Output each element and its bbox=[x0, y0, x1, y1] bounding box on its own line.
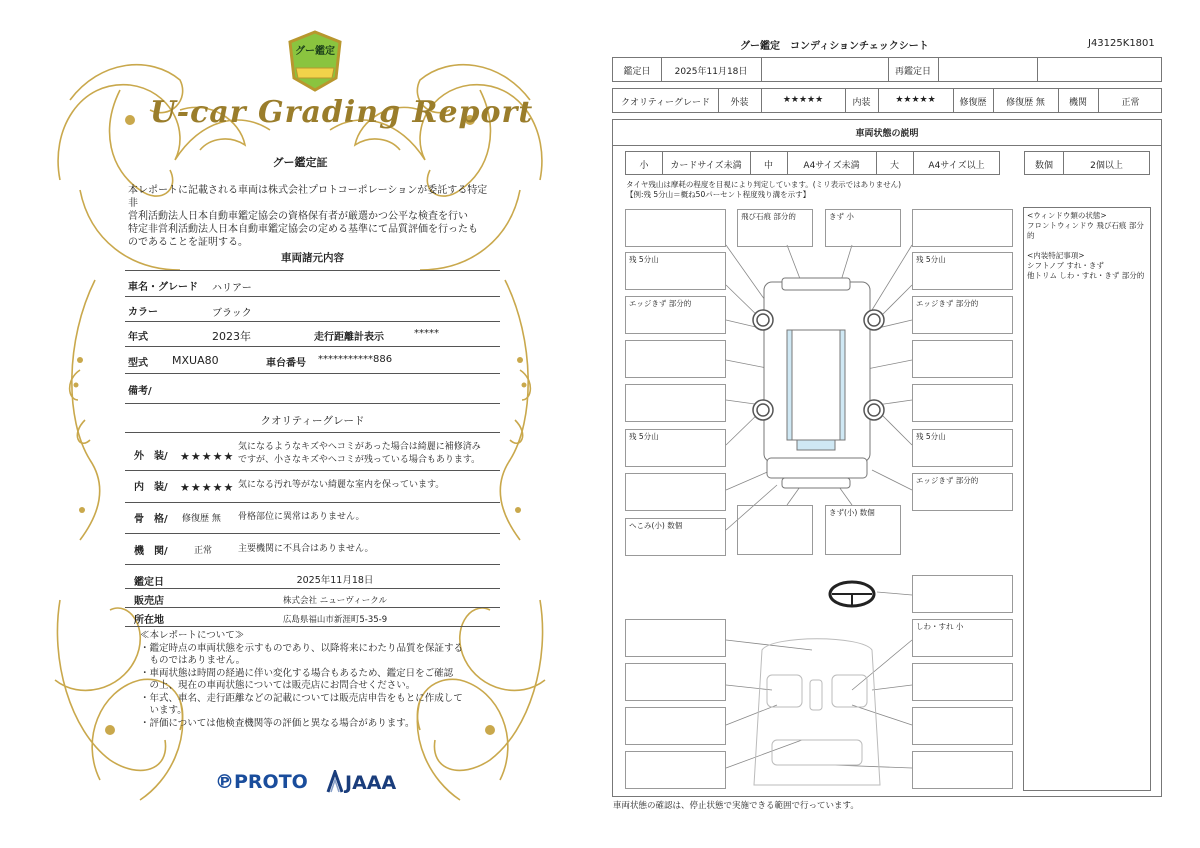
exterior-desc-line: ですが、小さなキズやヘコミが残っている場合もあります。 bbox=[238, 455, 481, 465]
divider bbox=[125, 502, 500, 503]
notes-line: ・鑑定時点の車両状態を示すものであり、以降将来にわたり品質を保証する bbox=[140, 642, 464, 654]
grading-date-value: 2025年11月18日 bbox=[296, 575, 374, 586]
proto-logo: ℗PROTO bbox=[215, 771, 308, 793]
divider bbox=[125, 564, 500, 565]
quality-grade-row bbox=[612, 88, 1162, 113]
damage-box bbox=[625, 340, 726, 378]
damage-box bbox=[912, 209, 1013, 247]
sheet-engine-label: 機関 bbox=[1068, 98, 1087, 108]
address-label: 所在地 bbox=[134, 615, 164, 626]
remarks-label: 備考/ bbox=[128, 386, 152, 397]
notes-line: ≪本レポートについて≫ bbox=[140, 630, 245, 641]
engine-label: 機 関/ bbox=[134, 546, 168, 557]
jaaa-emblem-icon bbox=[326, 770, 344, 794]
size-medium-desc: A4サイズ未満 bbox=[803, 161, 860, 171]
damage-box bbox=[912, 751, 1013, 789]
divider bbox=[125, 588, 500, 589]
notes-line: います。 bbox=[140, 705, 187, 716]
interior-label: 内 装/ bbox=[134, 482, 168, 493]
damage-box bbox=[912, 340, 1013, 378]
engine-value: 正常 bbox=[194, 546, 213, 556]
condition-heading: 車両状態の説明 bbox=[855, 129, 919, 139]
size-large-desc: A4サイズ以上 bbox=[928, 161, 985, 171]
mileage-label: 走行距離計表示 bbox=[314, 332, 384, 343]
notes-line: ・評価については他検査機関等の評価と異なる場合があります。 bbox=[140, 717, 415, 729]
divider bbox=[125, 470, 500, 471]
count-desc: 2個以上 bbox=[1090, 161, 1123, 171]
goo-kantei-badge-icon bbox=[286, 30, 344, 92]
damage-box: 残 5分山 bbox=[625, 252, 726, 290]
divider bbox=[613, 145, 1161, 146]
divider bbox=[125, 432, 500, 433]
certificate-text-line: 特定非営利活動法人日本自動車鑑定協会の定める基準にて品質評価を行ったも bbox=[128, 224, 478, 235]
damage-box: きず(小) 数個 bbox=[825, 505, 901, 555]
notes-line: の上、現在の車両状態については販売店にお問合せください。 bbox=[140, 680, 416, 691]
report-notes bbox=[140, 630, 490, 730]
notes-line: ものではありません。 bbox=[140, 655, 246, 666]
side-notes bbox=[1023, 207, 1151, 791]
damage-box bbox=[625, 384, 726, 422]
report-title: U-car Grading Report bbox=[150, 95, 534, 130]
divider bbox=[125, 270, 500, 271]
damage-box bbox=[625, 209, 726, 247]
damage-box: 残 5分山 bbox=[912, 252, 1013, 290]
divider bbox=[125, 626, 500, 627]
damage-box: エッジきず 部分的 bbox=[912, 296, 1013, 334]
damage-box bbox=[625, 707, 726, 745]
frame-desc: 骨格部位に異常はありません。 bbox=[238, 512, 365, 522]
divider bbox=[125, 321, 500, 322]
size-medium: 中 bbox=[763, 161, 773, 171]
certificate-title: グー鑑定証 bbox=[272, 156, 328, 169]
side-note-line bbox=[1027, 241, 1147, 251]
grading-date-label: 鑑定日 bbox=[134, 577, 164, 588]
jaaa-logo: JAAA bbox=[345, 772, 397, 794]
count-legend bbox=[1024, 151, 1150, 175]
color-label: カラー bbox=[128, 307, 158, 318]
certificate-text-line: のであることを証明する。 bbox=[128, 237, 248, 248]
count-label: 数個 bbox=[1034, 161, 1053, 171]
tire-note: タイヤ残山は摩耗の程度を目視により判定しています。(ミリ表示ではありません) bbox=[626, 180, 902, 189]
damage-box bbox=[625, 751, 726, 789]
sheet-id: J43125K1801 bbox=[1088, 38, 1155, 49]
side-note-line: フロントウィンドウ 飛び石痕 部分的 bbox=[1027, 221, 1144, 240]
damage-box: エッジきず 部分的 bbox=[625, 296, 726, 334]
address-value: 広島県福山市新涯町5-35-9 bbox=[282, 615, 388, 625]
sheet-exterior-stars: ★★★★★ bbox=[782, 95, 824, 105]
damage-box: エッジきず 部分的 bbox=[912, 473, 1013, 511]
sheet-quality-label: クオリティーグレード bbox=[620, 98, 711, 108]
sheet-exterior-label: 外装 bbox=[730, 98, 749, 108]
sheet-title: グー鑑定 コンディションチェックシート bbox=[740, 41, 929, 52]
certificate-text-line: 本レポートに記載される車両は株式会社プロトコーポレーションが委託する特定非 bbox=[128, 185, 488, 209]
side-note-line: シフトノブ すれ・きず bbox=[1027, 261, 1104, 270]
divider bbox=[125, 403, 500, 404]
quality-heading: クオリティーグレード bbox=[260, 415, 365, 427]
interior-stars: ★★★★★ bbox=[180, 481, 235, 494]
cell-divider bbox=[1037, 58, 1038, 81]
damage-box bbox=[625, 663, 726, 701]
size-small: 小 bbox=[639, 161, 649, 171]
frame-label: 骨 格/ bbox=[134, 514, 168, 525]
grading-date-row bbox=[612, 57, 1162, 82]
side-note-line: <内装特記事項> bbox=[1027, 251, 1085, 260]
sheet-interior-stars: ★★★★★ bbox=[895, 95, 936, 105]
model-year-label: 年式 bbox=[128, 332, 148, 343]
side-note-line: <ウィンドウ類の状態> bbox=[1027, 211, 1107, 220]
divider bbox=[125, 296, 500, 297]
divider bbox=[125, 533, 500, 534]
chassis-number-value: ***********886 bbox=[318, 354, 393, 365]
cell-divider bbox=[938, 58, 939, 81]
size-legend bbox=[625, 151, 1000, 175]
frame-value: 修復歴 無 bbox=[182, 514, 221, 524]
regrade-date-label: 再鑑定日 bbox=[894, 67, 931, 77]
mileage-value: ***** bbox=[414, 328, 439, 339]
divider bbox=[125, 373, 500, 374]
notes-line: ・年式、車名、走行距離などの記載については販売店申告をもとに作成して bbox=[140, 692, 463, 704]
engine-desc: 主要機関に不具合はありません。 bbox=[238, 544, 374, 554]
damage-box: しわ・すれ 小 bbox=[912, 619, 1013, 657]
damage-box bbox=[625, 619, 726, 657]
badge-label: グー鑑定 bbox=[295, 46, 335, 57]
chassis-number-label: 車台番号 bbox=[266, 358, 306, 369]
dealer-label: 販売店 bbox=[134, 596, 164, 607]
damage-box bbox=[912, 575, 1013, 613]
sheet-engine-value: 正常 bbox=[1121, 98, 1140, 108]
certificate-text-line: 営利活動法人日本自動車鑑定協会の資格保有者が厳選かつ公平な検査を行い bbox=[128, 211, 468, 222]
model-code-value: MXUA80 bbox=[172, 354, 219, 367]
sheet-date-label: 鑑定日 bbox=[623, 67, 651, 77]
tire-example-note: 【例:残 5分山＝概ね50パーセント程度残り溝を示す】 bbox=[626, 190, 811, 199]
damage-box: 残 5分山 bbox=[912, 429, 1013, 467]
divider bbox=[125, 607, 500, 608]
exterior-stars: ★★★★★ bbox=[180, 450, 235, 463]
model-year-value: 2023年 bbox=[212, 330, 251, 343]
sheet-interior-label: 内装 bbox=[852, 98, 871, 108]
side-note-line: 他トリム しわ・すれ・きず 部分的 bbox=[1027, 271, 1145, 280]
sheet-date-value: 2025年11月18日 bbox=[674, 67, 748, 77]
certificate-text bbox=[128, 184, 496, 249]
notes-line: ・車両状態は時間の経過に伴い変化する場合もあるため、鑑定日をご確認 bbox=[140, 667, 454, 679]
car-name-value: ハリアー bbox=[212, 283, 252, 294]
interior-desc: 気になる汚れ等がない綺麗な室内を保っています。 bbox=[238, 480, 445, 490]
sheet-repair-label: 修復歴 bbox=[959, 98, 987, 108]
proto-logo-text: PROTO bbox=[234, 771, 308, 793]
damage-box bbox=[912, 384, 1013, 422]
damage-box bbox=[737, 505, 813, 555]
damage-box bbox=[625, 473, 726, 511]
sheet-repair-value: 修復歴 無 bbox=[1006, 98, 1045, 108]
size-large: 大 bbox=[889, 161, 899, 171]
damage-box: きず 小 bbox=[825, 209, 901, 247]
damage-box: 飛び石痕 部分的 bbox=[737, 209, 813, 247]
dealer-value: 株式会社 ニューヴィークル bbox=[283, 596, 387, 606]
car-name-label: 車名・グレード bbox=[128, 282, 198, 293]
damage-box: 残 5分山 bbox=[625, 429, 726, 467]
exterior-desc-line: 気になるようなキズやヘコミがあった場合は綺麗に補修済み bbox=[238, 442, 481, 452]
steering-wheel-icon bbox=[830, 582, 874, 606]
cell-divider bbox=[761, 58, 762, 81]
color-value: ブラック bbox=[212, 308, 252, 319]
model-code-label: 型式 bbox=[128, 358, 148, 369]
damage-box bbox=[912, 707, 1013, 745]
damage-box bbox=[912, 663, 1013, 701]
specs-heading: 車両諸元内容 bbox=[281, 252, 344, 264]
footer-note: 車両状態の確認は、停止状態で実施できる範囲で行っています。 bbox=[613, 801, 859, 811]
damage-box: へこみ(小) 数個 bbox=[625, 518, 726, 556]
exterior-label: 外 装/ bbox=[134, 451, 168, 462]
size-small-desc: カードサイズ未満 bbox=[670, 161, 742, 171]
divider bbox=[125, 346, 500, 347]
